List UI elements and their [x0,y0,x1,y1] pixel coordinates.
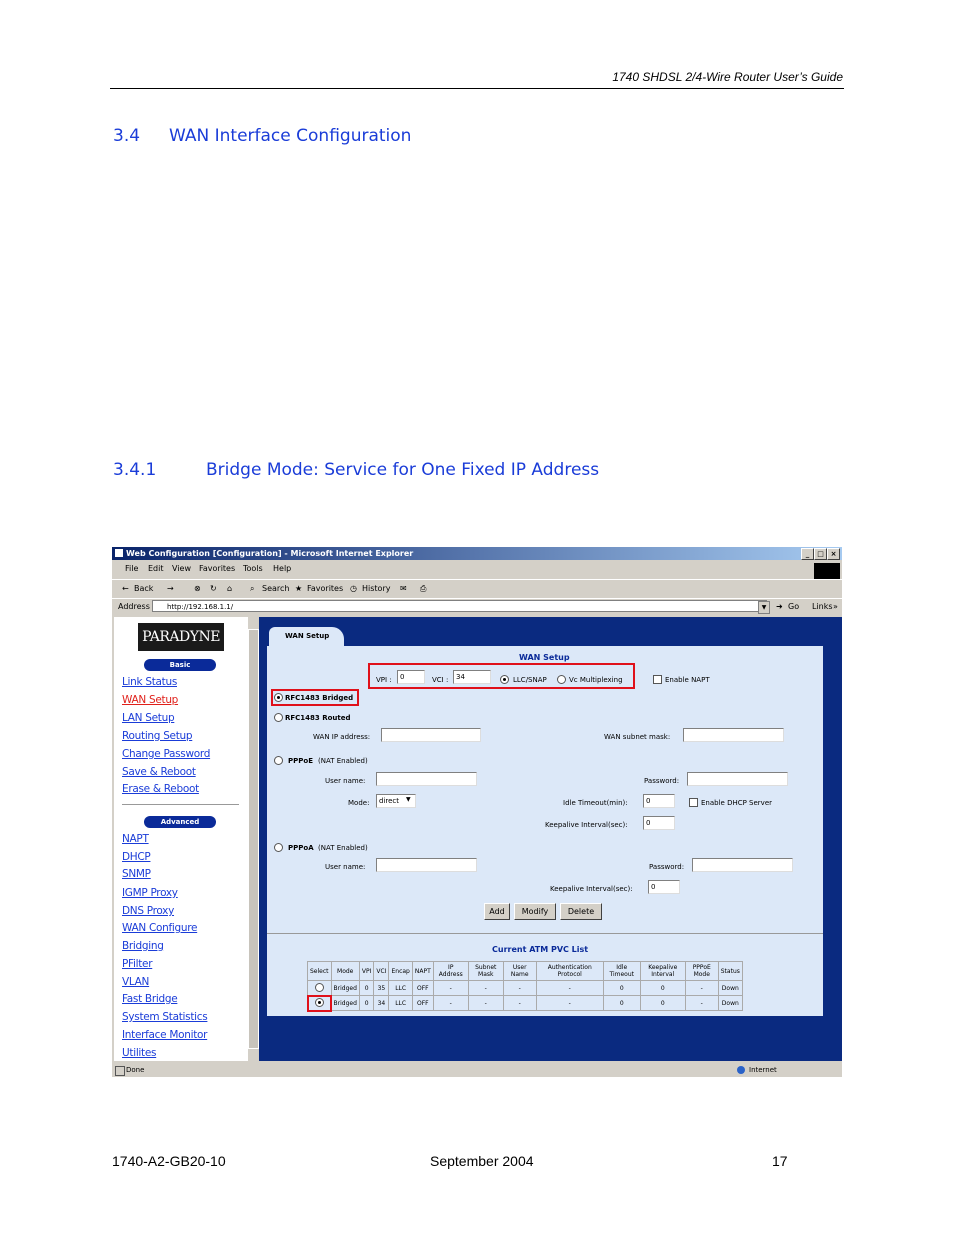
print-icon[interactable]: ⎙ [420,584,427,593]
sidebar-item-routing-setup[interactable]: Routing Setup [122,730,193,742]
search-button[interactable]: Search [262,584,290,593]
running-header: 1740 SHDSL 2/4-Wire Router User’s Guide [612,70,843,84]
modify-button[interactable]: Modify [514,903,556,920]
row-select-cell [308,996,332,1011]
cell: 0 [359,981,374,996]
cell: 35 [374,981,389,996]
rfc-bridged-radio[interactable] [274,693,283,702]
col-ip: IP Address [433,962,468,981]
wan-ip-label: WAN IP address: [313,733,371,741]
advanced-header: Advanced [144,816,216,828]
add-button[interactable]: Add [484,903,510,920]
pppoe-label: PPPoE [288,757,313,765]
go-arrow-icon[interactable]: ➜ [776,602,783,611]
wan-mask-label: WAN subnet mask: [604,733,671,741]
page-content [114,617,842,1061]
col-auth: Authentication Protocol [536,962,603,981]
col-subnet: Subnet Mask [468,962,503,981]
wan-setup-panel [267,646,823,1016]
pppoe-pass-input[interactable] [687,772,788,786]
pppoa-user-label: User name: [325,863,366,871]
row-select-cell [308,981,332,996]
col-user: User Name [503,962,536,981]
table-row [308,981,743,996]
forward-arrow-icon[interactable]: → [167,584,174,593]
col-napt: NAPT [412,962,433,981]
cell: 0 [640,996,685,1011]
pppoa-pass-input[interactable] [692,858,793,872]
cell: 0 [603,981,640,996]
wan-setup-heading: WAN Setup [519,653,570,662]
pppoa-pass-label: Password: [649,863,685,871]
cell: LLC [389,981,412,996]
pppoa-user-input[interactable] [376,858,477,872]
sidebar-divider [122,804,239,805]
sidebar-item-link-status[interactable]: Link Status [122,676,177,688]
vpi-input[interactable]: 0 [397,670,425,684]
col-select: Select [308,962,332,981]
delete-button[interactable]: Delete [560,903,602,920]
minimize-icon[interactable]: _ [801,548,814,560]
sidebar-item-interface-monitor[interactable]: Interface Monitor [122,1029,208,1041]
menu-favorites[interactable]: Favorites [199,564,236,573]
footer-page-number: 17 [772,1153,788,1169]
sidebar-item-change-password[interactable]: Change Password [122,748,211,760]
back-button[interactable]: Back [134,584,154,593]
cell: Bridged [331,981,359,996]
enable-napt-label: Enable NAPT [665,676,710,684]
section-number: 3.4 [113,126,141,146]
pvc-table [307,961,743,1011]
status-bar [112,1063,842,1077]
favorites-icon[interactable]: ★ [295,584,303,593]
back-arrow-icon[interactable]: ← [122,584,129,593]
cell: - [536,981,603,996]
vc-mux-radio[interactable] [557,675,566,684]
address-label: Address [118,602,150,611]
zone-text: Internet [749,1066,777,1074]
address-dropdown-icon[interactable]: ▼ [758,601,770,614]
sidebar-item-lan-setup[interactable]: LAN Setup [122,712,175,724]
page-icon [115,1066,125,1076]
pppoe-note: (NAT Enabled) [318,757,368,765]
links-button[interactable]: Links [812,602,833,611]
cell: 0 [359,996,374,1011]
pppoe-pass-label: Password: [644,777,680,785]
enable-napt-checkbox[interactable] [653,675,662,684]
browser-window [112,547,842,1077]
sidebar [114,617,248,1061]
sidebar-item-napt[interactable]: NAPT [122,833,149,845]
cell: - [536,996,603,1011]
col-pppoe-mode: PPPoE Mode [685,962,718,981]
cell: - [468,981,503,996]
vpi-label: VPI : [376,676,392,684]
sidebar-item-system-statistics[interactable]: System Statistics [122,1011,208,1023]
cell: 34 [374,996,389,1011]
cell: - [433,981,468,996]
mode-dropdown-icon[interactable]: ▼ [406,796,411,803]
sidebar-item-wan-configure[interactable]: WAN Configure [122,922,198,934]
window-title: Web Configuration [Configuration] - Microsoft Internet Explorer [126,549,414,558]
rfc-routed-label: RFC1483 Routed [285,714,351,722]
cell: LLC [389,996,412,1011]
col-idle: Idle Timeout [603,962,640,981]
idle-timeout-label: Idle Timeout(min): [563,799,628,807]
sidebar-item-save-reboot[interactable]: Save & Reboot [122,766,196,778]
browser-toolbar [112,579,842,598]
search-icon[interactable]: ⌕ [250,584,255,593]
paradyne-logo: PARADYNE [138,623,224,651]
sidebar-item-vlan[interactable]: VLAN [122,976,150,988]
subsection-number: 3.4.1 [113,460,157,480]
footer-doc-id: 1740-A2-GB20-10 [112,1153,226,1169]
close-icon[interactable]: × [827,548,840,560]
cell: - [685,996,718,1011]
col-vci: VCI [374,962,389,981]
ie-icon [115,549,123,557]
refresh-icon[interactable]: ↻ [210,584,217,593]
sidebar-item-pfilter[interactable]: PFilter [122,958,153,970]
menu-edit[interactable]: Edit [148,564,164,573]
vci-input[interactable]: 34 [453,670,491,684]
menu-tools[interactable]: Tools [243,564,263,573]
header-rule [110,88,844,89]
sidebar-item-wan-setup[interactable]: WAN Setup [122,694,179,706]
status-text: Done [126,1066,145,1074]
keepalive2-label: Keepalive Interval(sec): [550,885,633,893]
sidebar-item-fast-bridge[interactable]: Fast Bridge [122,993,178,1005]
scrollbar-thumb[interactable] [248,629,259,1049]
cell: OFF [412,981,433,996]
subsection-title: Bridge Mode: Service for One Fixed IP Address [206,460,600,480]
llc-snap-radio[interactable] [500,675,509,684]
tab-wan-setup[interactable]: WAN Setup [269,627,344,646]
sidebar-item-dns-proxy[interactable]: DNS Proxy [122,905,175,917]
vc-mux-label: Vc Multiplexing [569,676,623,684]
sidebar-item-igmp-proxy[interactable]: IGMP Proxy [122,887,178,899]
cell: 0 [603,996,640,1011]
globe-icon [737,1066,745,1074]
pppoe-user-input[interactable] [376,772,477,786]
menu-help[interactable]: Help [273,564,292,573]
menu-view[interactable]: View [172,564,191,573]
window-titlebar [112,547,842,560]
pppoe-user-label: User name: [325,777,366,785]
col-encap: Encap [389,962,412,981]
wan-setup-main [259,617,842,1061]
col-status: Status [718,962,742,981]
menu-bar [112,561,842,577]
history-button[interactable]: History [362,584,391,593]
sidebar-item-snmp[interactable]: SNMP [122,868,151,880]
mode-label: Mode: [348,799,370,807]
wan-ip-input[interactable] [381,728,481,742]
footer-date: September 2004 [430,1153,534,1169]
pppoa-note: (NAT Enabled) [318,844,368,852]
mail-icon[interactable]: ✉ [400,584,407,593]
col-mode: Mode [331,962,359,981]
panel-divider [267,933,823,934]
history-icon[interactable]: ◷ [350,584,357,593]
section-title: WAN Interface Configuration [169,126,412,146]
rfc-bridged-label: RFC1483 Bridged [285,694,354,702]
row-select-radio[interactable] [315,998,324,1007]
sidebar-item-erase-reboot[interactable]: Erase & Reboot [122,783,199,795]
rfc-routed-radio[interactable] [274,713,283,722]
llc-snap-label: LLC/SNAP [513,676,547,684]
address-input[interactable]: http://192.168.1.1/ [152,600,767,612]
table-row [308,996,743,1011]
keepalive-input[interactable]: 0 [643,816,675,830]
row-select-radio[interactable] [315,983,324,992]
keepalive2-input[interactable]: 0 [648,880,680,894]
keepalive-label: Keepalive Interval(sec): [545,821,628,829]
col-vpi: VPI [359,962,374,981]
vci-label: VCI : [432,676,449,684]
sidebar-item-utilites[interactable]: Utilites [122,1047,157,1059]
sidebar-scrollbar[interactable] [248,617,259,1061]
cell: Down [718,996,742,1011]
menu-file[interactable]: File [125,564,139,573]
pvc-header-row [308,962,743,981]
cell: Bridged [331,996,359,1011]
col-keepalive: Keepalive Interval [640,962,685,981]
favorites-button[interactable]: Favorites [307,584,344,593]
cell: Down [718,981,742,996]
home-icon[interactable]: ⌂ [227,584,233,593]
windows-logo-icon [814,563,840,579]
pvc-list-title: Current ATM PVC List [492,945,589,954]
cell: - [503,981,536,996]
wan-mask-input[interactable] [683,728,784,742]
cell: - [468,996,503,1011]
cell: - [503,996,536,1011]
cell: - [685,981,718,996]
enable-dhcp-checkbox[interactable] [689,798,698,807]
pppoa-radio[interactable] [274,843,283,852]
enable-dhcp-label: Enable DHCP Server [701,799,773,807]
cell: 0 [640,981,685,996]
mode-select[interactable]: direct [376,794,416,808]
sidebar-item-dhcp[interactable]: DHCP [122,851,151,863]
pppoa-label: PPPoA [288,844,314,852]
cell: OFF [412,996,433,1011]
idle-timeout-input[interactable]: 0 [643,794,675,808]
cell: - [433,996,468,1011]
chevron-right-icon[interactable]: » [833,602,838,611]
maximize-icon[interactable]: □ [814,548,827,560]
pppoe-radio[interactable] [274,756,283,765]
basic-header: Basic [144,659,216,671]
sidebar-item-bridging[interactable]: Bridging [122,940,164,952]
go-button[interactable]: Go [788,602,800,611]
stop-icon[interactable]: ⊗ [194,584,201,593]
address-bar [112,598,842,615]
